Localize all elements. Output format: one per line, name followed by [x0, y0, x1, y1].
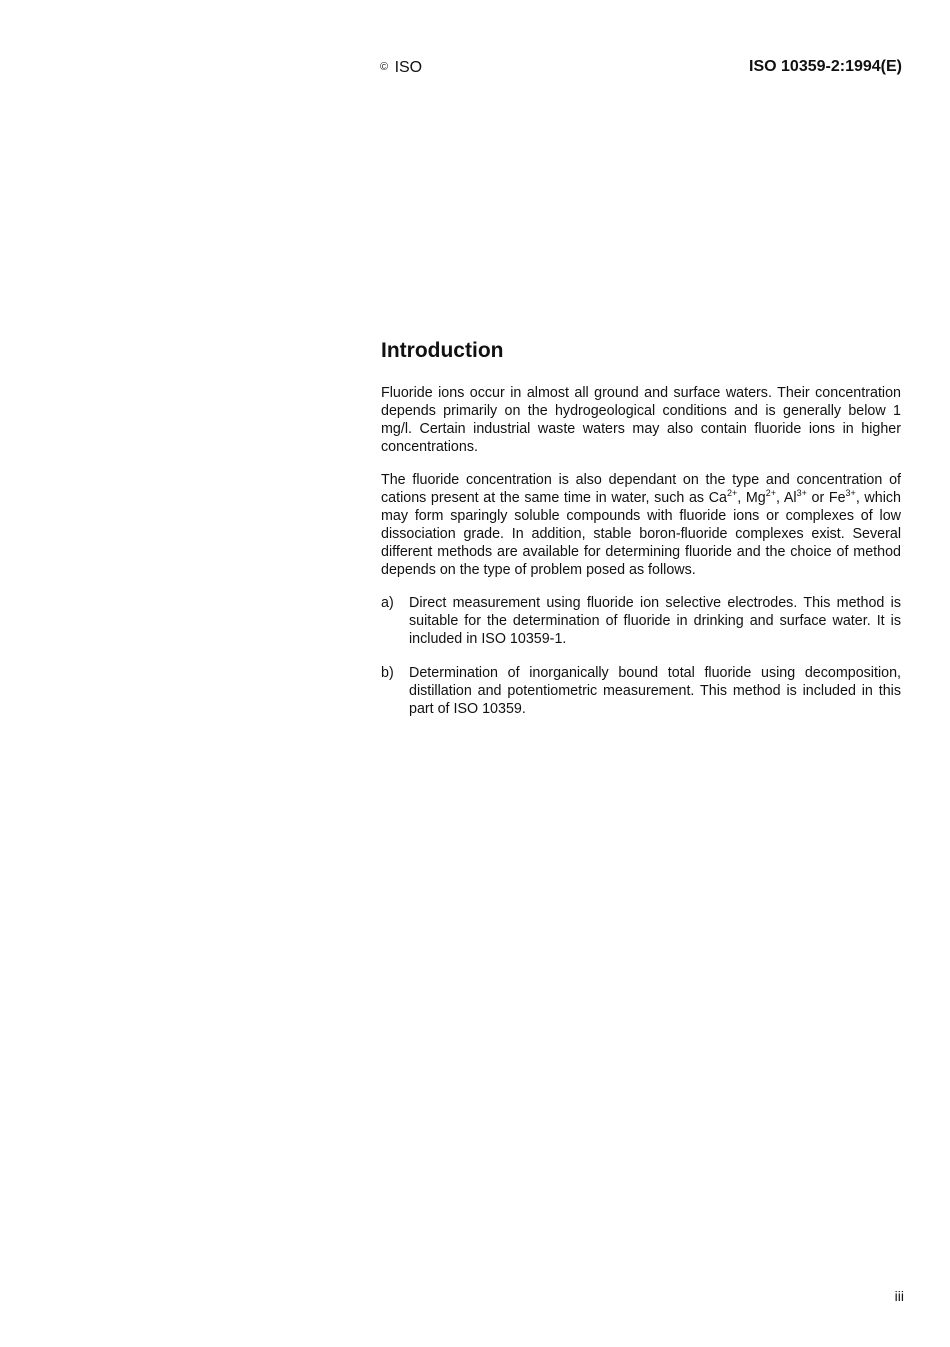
paragraph-2-continuation: , which may form sparingly soluble compounds with fluoride ions or complexes of low dissociation grade. In addition, stable boron-fluoride complexes exist. Several different methods are available for determining fluoride and the choice of method depends on the type of problem posed as follows.	[381, 490, 901, 578]
ion-aluminium: $Al^{3+}$	[783, 488, 807, 506]
ion-iron: $Fe^{3+}$	[828, 488, 856, 506]
method-description: Determination of inorganically bound total fluoride using decomposition, distillation and potentiometric measurement. This method is included in this part of ISO 10359.	[409, 665, 901, 717]
ion-calcium: $Ca^{2+}$	[708, 488, 738, 506]
list-marker: b)	[381, 665, 394, 681]
document-body	[381, 384, 901, 734]
copyright-notice	[380, 57, 422, 78]
document-identifier: ISO 10359-2:1994(E)	[749, 58, 902, 75]
method-description: Direct measurement using fluoride ion selective electrodes. This method is suitable for the determination of fluoride in drinking and surface water. It is included in ISO 10359-1.	[409, 595, 901, 647]
copyright-holder: ISO	[394, 59, 423, 76]
paragraph-2-intro: The fluoride concentration is also dependant on the type and concentration of cations present at the same time in water, such as	[381, 472, 901, 506]
method-list-item	[381, 664, 901, 718]
intro-paragraph-1: Fluoride ions occur in almost all ground and surface waters. Their concentration depends primarily on the hydrogeological conditions and is generally below 1 mg/l. Certain industrial waste waters may also contain fluoride ions in higher concentrations.	[381, 385, 901, 455]
intro-paragraph-2: The fluoride concentration is also dependant on the type and concentration of cations present at the same time in water, such as $Ca^{2+}$, $Mg^{2+}$, $Al^{3+}$ or $Fe^{3+}$, which may form sparingly soluble compounds with fluoride ions or complexes of low dissociation grade. In addition, stable boron-fluoride complexes exist. Several different methods are available for determining fluoride and the choice of method depends on the type of problem posed as follows.	[381, 472, 901, 578]
ion-magnesium: $Mg^{2+}$	[745, 488, 777, 506]
page-number: iii	[894, 1288, 904, 1304]
method-list-item	[381, 594, 901, 648]
section-title: Introduction	[381, 339, 504, 362]
list-marker: a)	[381, 595, 394, 611]
copyright-symbol: ©	[380, 61, 389, 73]
